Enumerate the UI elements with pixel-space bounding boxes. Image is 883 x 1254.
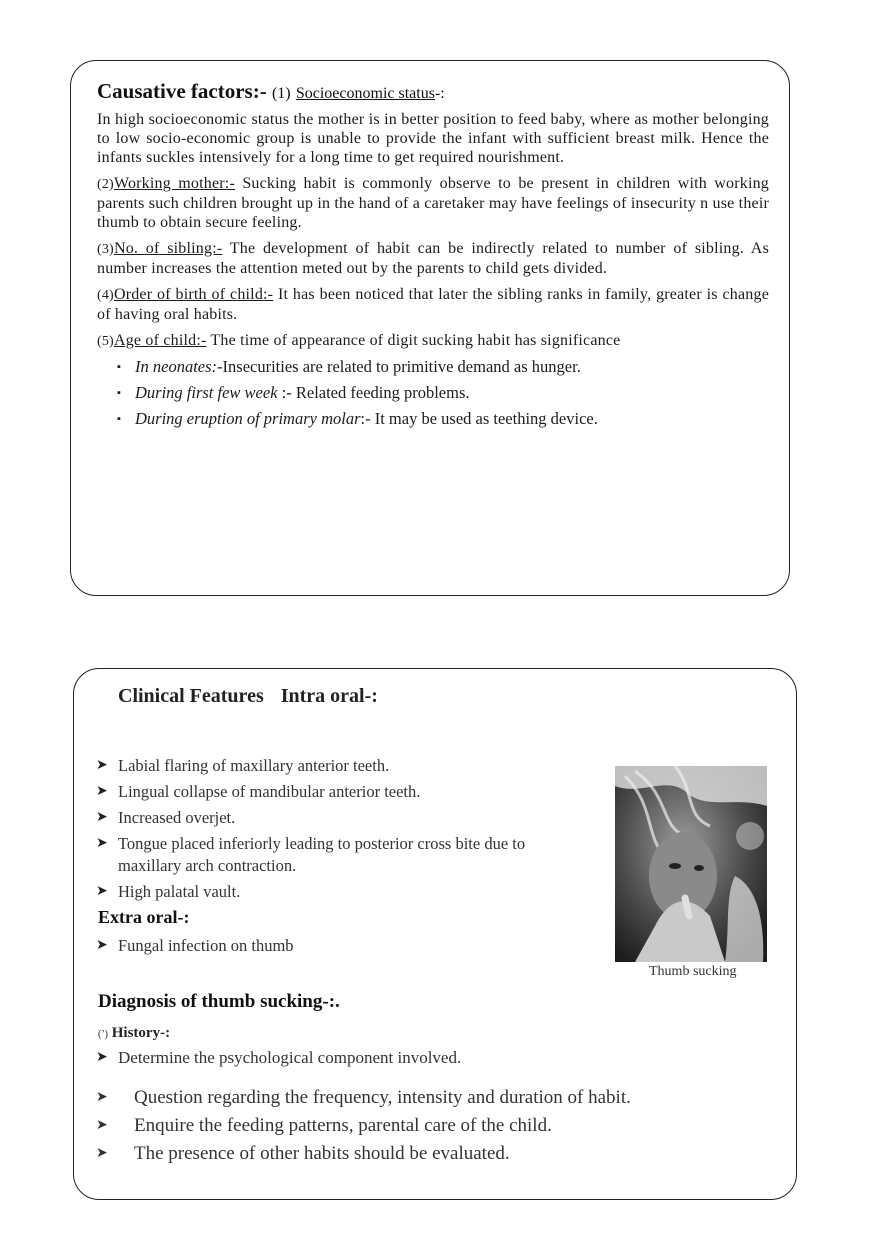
item-text: Increased overjet.: [118, 808, 236, 827]
list-item: [96, 781, 596, 803]
list-item: [96, 935, 596, 957]
list-item: [96, 1143, 696, 1165]
arrow-bullet-icon: ➤: [96, 1146, 108, 1161]
para-number: (3): [97, 242, 114, 257]
arrow-bullet-icon: ➤: [96, 1050, 108, 1065]
item-text: Lingual collapse of mandibular anterior teeth.: [118, 782, 421, 801]
item-text: Question regarding the frequency, intensity and duration of habit.: [134, 1087, 631, 1108]
sibling-paragraph: [97, 239, 769, 278]
age-bullet-list: [97, 354, 769, 432]
history-label: History-:: [111, 1025, 171, 1041]
arrow-bullet-icon: ➤: [96, 938, 108, 953]
heading-number: (1): [271, 85, 291, 102]
item-text: Labial flaring of maxillary anterior teeth.: [118, 756, 390, 775]
arrow-bullet-icon: ➤: [96, 784, 108, 799]
list-item: [96, 1047, 596, 1069]
list-item: [96, 833, 568, 877]
causative-heading: [97, 79, 769, 104]
para-text: Sucking habit is commonly observe to be present in children with working parents such children brought up in the hand of a caretaker may have feelings of insecurity n use their thumb to obtain secure feeling.: [97, 175, 770, 231]
list-item: [117, 406, 769, 432]
bullet-lead: In neonates:: [135, 357, 218, 376]
photo-caption: Thumb sucking: [649, 964, 737, 979]
arrow-bullet-icon: ➤: [96, 836, 108, 851]
item-text: Enquire the feeding patterns, parental care of the child.: [134, 1115, 552, 1136]
bullet-text: -Insecurities are related to primitive demand as hunger.: [217, 357, 581, 376]
para-number: (2): [97, 177, 114, 192]
arrow-bullet-icon: ➤: [96, 758, 108, 773]
history-heading: [98, 1025, 170, 1042]
arrow-bullet-icon: ➤: [96, 1090, 108, 1105]
intra-oral-list: [96, 755, 596, 907]
title-main: Clinical Features: [118, 685, 264, 707]
list-item: [96, 807, 596, 829]
clinical-features-slide: [73, 668, 797, 1200]
item-text: Determine the psychological component involved.: [118, 1048, 462, 1067]
bullet-lead: During eruption of primary molar: [135, 409, 361, 428]
bullet-text: :- It may be used as teething device.: [360, 409, 598, 428]
heading-subtitle: Socioeconomic status: [295, 85, 435, 102]
item-text: Tongue placed inferiorly leading to posterior cross bite due to maxillary arch contraction.: [118, 834, 526, 875]
para-number: (5): [97, 334, 114, 349]
list-item: [96, 881, 596, 903]
para-number: (4): [97, 288, 114, 303]
thumb-sucking-photo: [615, 766, 767, 962]
arrow-bullet-icon: ➤: [96, 810, 108, 825]
para-label: Age of child:-: [113, 332, 207, 349]
arrow-bullet-icon: ➤: [96, 884, 108, 899]
birth-order-paragraph: [97, 285, 769, 324]
item-text: The presence of other habits should be evaluated.: [134, 1143, 510, 1164]
para-label: Working mother:-: [113, 175, 235, 192]
heading-tail: -:: [434, 85, 445, 102]
history-list: [96, 1047, 596, 1073]
socioeconomic-paragraph: In high socioeconomic status the mother is in better position to feed baby, where as mother belonging to low socio-economic group is unable to provide the infant with sufficient breast milk. Hence the infants suckles intensively for a long time to get required nourishment.: [97, 111, 769, 166]
bullet-text: :- Related feeding problems.: [277, 383, 470, 402]
heading-text: Causative factors:-: [97, 79, 267, 103]
causative-factors-slide: [70, 60, 790, 596]
diagnosis-heading: Diagnosis of thumb sucking-:.: [98, 991, 340, 1012]
age-paragraph: [97, 331, 769, 351]
list-item: [96, 1087, 696, 1109]
arrow-bullet-icon: ➤: [96, 1118, 108, 1133]
slide-title: [118, 685, 378, 708]
diagnosis-list: [96, 1087, 696, 1171]
para-text: The development of habit can be indirectly related to number of sibling. As number increases the attention meted out by the parents to child gets divided.: [97, 240, 769, 277]
list-item: [96, 755, 596, 777]
working-mother-paragraph: [97, 174, 769, 232]
extra-oral-list: [96, 935, 596, 961]
bullet-lead: During first few week: [135, 383, 278, 402]
list-item: [117, 354, 769, 380]
para-label: No. of sibling:-: [113, 240, 223, 257]
item-text: High palatal vault.: [118, 882, 241, 901]
para-text: The time of appearance of digit sucking habit has significance: [206, 332, 621, 349]
title-intra-oral: Intra oral-:: [280, 685, 378, 707]
extra-oral-heading: Extra oral-:: [98, 907, 190, 927]
list-item: [96, 1115, 696, 1137]
para-text: It has been noticed that later the sibling ranks in family, greater is change of having oral habits.: [97, 286, 770, 323]
history-number: (’): [98, 1029, 108, 1040]
child-photo-illustration: [615, 766, 767, 962]
para-label: Order of birth of child:-: [113, 286, 274, 303]
item-text: Fungal infection on thumb: [118, 936, 294, 955]
list-item: [117, 380, 769, 406]
